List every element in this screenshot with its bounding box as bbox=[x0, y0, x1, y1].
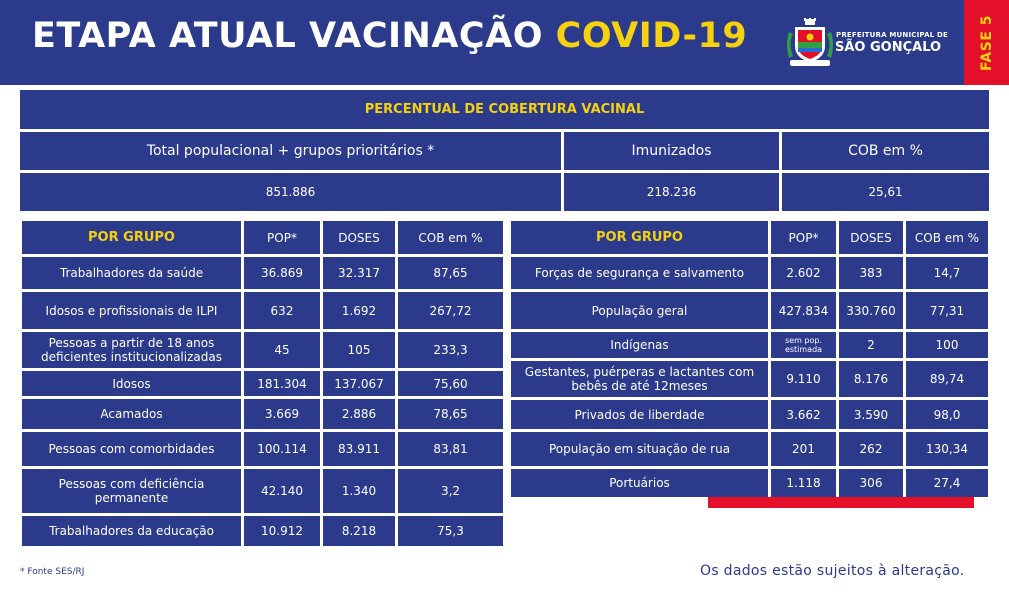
table-row-pop: sem pop. estimada bbox=[771, 332, 836, 358]
table-row-group: Idosos bbox=[22, 371, 241, 396]
left-header-cob: COB em % bbox=[398, 221, 503, 254]
left-header-pop: POP* bbox=[244, 221, 320, 254]
table-row-cob: 233,3 bbox=[398, 332, 503, 368]
table-row-pop: 2.602 bbox=[771, 257, 836, 289]
table-row-doses: 105 bbox=[323, 332, 395, 368]
disclaimer-note: Os dados estão sujeitos à alteração. bbox=[700, 563, 965, 579]
table-row-cob: 98,0 bbox=[906, 400, 988, 429]
table-row-group: Portuários bbox=[511, 469, 768, 497]
table-row-cob: 267,72 bbox=[398, 292, 503, 329]
table-row-group: Privados de liberdade bbox=[511, 400, 768, 429]
table-row-doses: 383 bbox=[839, 257, 903, 289]
header-bar bbox=[0, 0, 1009, 85]
table-row-cob: 27,4 bbox=[906, 469, 988, 497]
summary-cob-value: 25,61 bbox=[782, 173, 989, 211]
table-row-group: Gestantes, puérperas e lactantes com bebês de até 12meses bbox=[511, 361, 768, 397]
table-row-doses: 83.911 bbox=[323, 432, 395, 466]
table-row-doses: 1.692 bbox=[323, 292, 395, 329]
table-row-doses: 32.317 bbox=[323, 257, 395, 289]
table-row-pop: 100.114 bbox=[244, 432, 320, 466]
table-row-cob: 83,81 bbox=[398, 432, 503, 466]
table-row-pop: 1.118 bbox=[771, 469, 836, 497]
table-row-cob: 3,2 bbox=[398, 469, 503, 513]
table-row-doses: 1.340 bbox=[323, 469, 395, 513]
city-crest-icon bbox=[785, 18, 835, 68]
table-row-cob: 75,3 bbox=[398, 516, 503, 546]
table-row-doses: 306 bbox=[839, 469, 903, 497]
table-row-pop: 9.110 bbox=[771, 361, 836, 397]
table-row-pop: 45 bbox=[244, 332, 320, 368]
table-row-doses: 8.176 bbox=[839, 361, 903, 397]
table-row-group: Pessoas com deficiência permanente bbox=[22, 469, 241, 513]
accent-bar bbox=[708, 497, 974, 508]
table-row-doses: 330.760 bbox=[839, 292, 903, 329]
right-header-group: POR GRUPO bbox=[511, 221, 768, 254]
summary-header-total: Total populacional + grupos prioritários * bbox=[20, 132, 561, 170]
table-row-group: Indígenas bbox=[511, 332, 768, 358]
table-row-group: População em situação de rua bbox=[511, 432, 768, 466]
table-row-pop: 36.869 bbox=[244, 257, 320, 289]
table-row-doses: 262 bbox=[839, 432, 903, 466]
table-row-group: Pessoas com comorbidades bbox=[22, 432, 241, 466]
table-row-pop: 3.669 bbox=[244, 399, 320, 429]
summary-total-value: 851.886 bbox=[20, 173, 561, 211]
table-row-doses: 2.886 bbox=[323, 399, 395, 429]
prefeitura-city: SÃO GONÇALO bbox=[835, 40, 942, 55]
right-header-doses: DOSES bbox=[839, 221, 903, 254]
summary-header-imunizados: Imunizados bbox=[564, 132, 779, 170]
table-row-group: Trabalhadores da educação bbox=[22, 516, 241, 546]
table-row-doses: 2 bbox=[839, 332, 903, 358]
left-header-group: POR GRUPO bbox=[22, 221, 241, 254]
fase-label: FASE 5 bbox=[978, 14, 995, 71]
table-row-pop: 181.304 bbox=[244, 371, 320, 396]
table-row-cob: 77,31 bbox=[906, 292, 988, 329]
table-row-cob: 78,65 bbox=[398, 399, 503, 429]
right-header-cob: COB em % bbox=[906, 221, 988, 254]
table-row-group: Trabalhadores da saúde bbox=[22, 257, 241, 289]
title-main: ETAPA ATUAL VACINAÇÃO bbox=[32, 16, 543, 56]
prefeitura-label: PREFEITURA MUNICIPAL DE bbox=[836, 31, 949, 39]
table-row-cob: 89,74 bbox=[906, 361, 988, 397]
table-row-cob: 14,7 bbox=[906, 257, 988, 289]
table-row-cob: 87,65 bbox=[398, 257, 503, 289]
summary-title: PERCENTUAL DE COBERTURA VACINAL bbox=[20, 90, 989, 129]
fase-badge bbox=[964, 0, 1009, 85]
table-row-pop: 632 bbox=[244, 292, 320, 329]
table-row-group: Forças de segurança e salvamento bbox=[511, 257, 768, 289]
table-row-pop: 201 bbox=[771, 432, 836, 466]
table-row-doses: 8.218 bbox=[323, 516, 395, 546]
right-header-pop: POP* bbox=[771, 221, 836, 254]
table-row-cob: 75,60 bbox=[398, 371, 503, 396]
table-row-pop: 42.140 bbox=[244, 469, 320, 513]
table-row-group: Idosos e profissionais de ILPI bbox=[22, 292, 241, 329]
source-note: * Fonte SES/RJ bbox=[20, 567, 85, 577]
table-row-group: Acamados bbox=[22, 399, 241, 429]
summary-header-cob: COB em % bbox=[782, 132, 989, 170]
table-row-pop: 3.662 bbox=[771, 400, 836, 429]
table-row-cob: 130,34 bbox=[906, 432, 988, 466]
table-row-doses: 3.590 bbox=[839, 400, 903, 429]
title-highlight: COVID-19 bbox=[555, 16, 748, 56]
table-row-group: População geral bbox=[511, 292, 768, 329]
left-header-doses: DOSES bbox=[323, 221, 395, 254]
page-title bbox=[32, 16, 747, 56]
table-row-cob: 100 bbox=[906, 332, 988, 358]
table-row-pop: 427.834 bbox=[771, 292, 836, 329]
table-row-group: Pessoas a partir de 18 anos deficientes institucionalizadas bbox=[22, 332, 241, 368]
table-row-doses: 137.067 bbox=[323, 371, 395, 396]
summary-imunizados-value: 218.236 bbox=[564, 173, 779, 211]
table-row-pop: 10.912 bbox=[244, 516, 320, 546]
